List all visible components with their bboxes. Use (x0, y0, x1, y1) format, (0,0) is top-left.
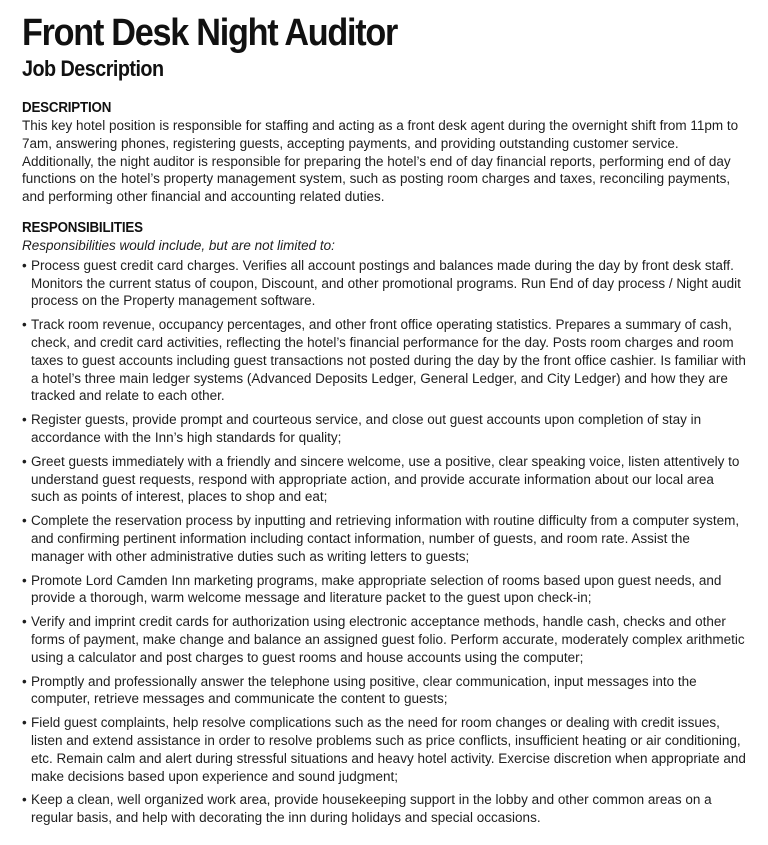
bullet-icon: • (22, 572, 27, 588)
bullet-icon: • (22, 412, 27, 428)
list-item (22, 411, 746, 447)
list-item (22, 316, 746, 405)
list-item (22, 572, 746, 608)
responsibilities-heading: RESPONSIBILITIES (22, 219, 143, 236)
list-item (22, 257, 746, 310)
list-item-text: Register guests, provide prompt and courteous service, and close out guest accounts upon completion of stay in accordance with the Inn’s high standards for quality; (31, 412, 702, 445)
bullet-icon: • (22, 673, 27, 689)
list-item (22, 791, 746, 827)
list-item (22, 714, 746, 785)
list-item (22, 512, 746, 565)
list-item (22, 673, 746, 709)
list-item-text: Promote Lord Camden Inn marketing programs, make appropriate selection of rooms based upon guest needs, and provide a thorough, warm welcome message and literature packet to the guest upon check-in; (31, 572, 722, 606)
bullet-icon: • (22, 257, 27, 273)
list-item (22, 613, 746, 666)
page-subtitle: Job Description (22, 56, 164, 81)
list-item-text: Field guest complaints, help resolve complications such as the need for room changes or dealing with credit issues, listen and extend assistance in order to resolve problems such as price conflicts, insufficient heating or air conditioning, etc. Remain calm and alert during stressful situations and heavy hotel activity. Exercise discretion when appropriate and make decisions based upon experience and sound judgment; (31, 715, 746, 784)
list-item-text: Complete the reservation process by inputting and retrieving information with routine difficulty from a computer system, and confirming pertinent information including contact information, number of guests, and room rate. Assist the manager with other administrative duties such as writing letters to guests; (31, 513, 740, 564)
list-item-text: Promptly and professionally answer the telephone using positive, clear communication, input messages into the computer, retrieve messages and communicate the content to guests; (31, 673, 697, 707)
list-item (22, 453, 746, 506)
description-section (22, 100, 746, 206)
list-item-text: Greet guests immediately with a friendly and sincere welcome, use a positive, clear speaking voice, listen attentively to understand guest requests, respond with appropriate action, and provide accurate information about our local area such as points of interest, places to shop and eat; (31, 453, 740, 505)
responsibilities-intro: Responsibilities would include, but are not limited to: (22, 237, 335, 253)
list-item-text: Track room revenue, occupancy percentages, and other front office operating statistics. Prepares a summary of cash, check, and credit card activities, reflecting the hotel’s financial performance for the day. Posts room charges and room taxes to guest accounts including guest transactions not posted during the day by the front office cashier. Is familiar with a hotel’s three main ledger systems (Advanced Deposits Ledger, General Ledger, and City Ledger) and how they are tracked and relate to each other. (31, 317, 746, 404)
list-item-text: Verify and imprint credit cards for authorization using electronic acceptance methods, handle cash, checks and other forms of payment, make change and balance an assigned guest folio. Perform accurate, moderately complex arithmetic using a calculator and post charges to guest rooms and house accounts using the computer; (31, 614, 745, 665)
bullet-icon: • (22, 715, 27, 731)
responsibilities-list (22, 257, 746, 827)
description-text: This key hotel position is responsible for staffing and acting as a front desk agent during the overnight shift from 11pm to 7am, answering phones, registering guests, accepting payments, and providing outstanding customer service. Additionally, the night auditor is responsible for preparing the hotel’s end of day financial reports, performing end of day functions on the hotel’s property management system, such as posting room charges and taxes, reconciling payments, and performing other financial and accounting related duties. (22, 118, 739, 205)
list-item-text: Process guest credit card charges. Verifies all account postings and balances made during the day by front desk staff. Monitors the current status of coupon, Discount, and other promotional programs. Run End of day process / Night audit process on the Property management software. (31, 257, 741, 309)
bullet-icon: • (22, 513, 27, 529)
responsibilities-section (22, 220, 746, 827)
description-heading: DESCRIPTION (22, 100, 112, 116)
bullet-icon: • (22, 317, 27, 333)
bullet-icon: • (22, 614, 27, 630)
bullet-icon: • (22, 792, 27, 808)
list-item-text: Keep a clean, well organized work area, provide housekeeping support in the lobby and other common areas on a regular basis, and help with decorating the inn during holidays and special occasions. (31, 792, 712, 826)
bullet-icon: • (22, 453, 27, 469)
page-title: Front Desk Night Auditor (22, 12, 398, 54)
